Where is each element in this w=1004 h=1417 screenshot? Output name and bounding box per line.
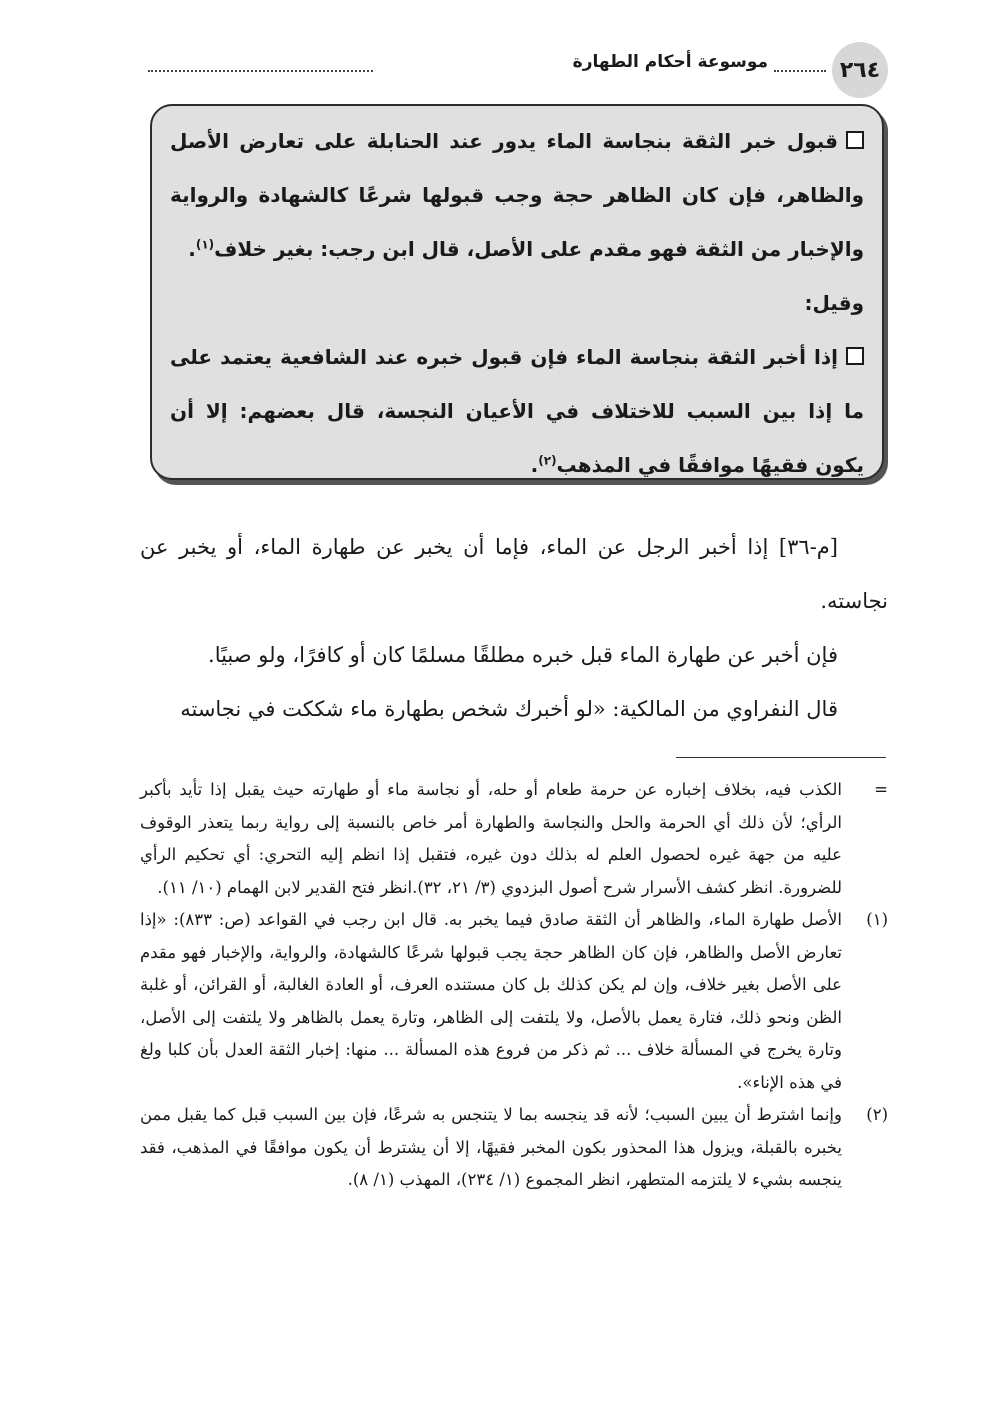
footnote-marker: (١) (866, 910, 888, 929)
footnote-separator (676, 757, 886, 758)
main-text (140, 520, 888, 736)
footnote-text: الكذب فيه، بخلاف إخباره عن حرمة طعام أو حله، أو نجاسة ماء أو طهارته حيث يقبل إذا تأيد بأكبر الرأي؛ لأن ذلك أي الحرمة والحل والنجاسة والطهارة أمر خاص بالنسبة إلى رواية ربما يتعذر الوقوف عليه من جهة غيره لحصول العلم له بذلك دون غيره، فتقبل إذا انظم إليه التحري: أي تحكيم الرأي للضرورة. انظر كشف الأسرار شرح أصول البزدوي (٣/ ٢١، ٣٢).انظر فتح القدير لابن الهمام (١٠/ ١١). (140, 780, 842, 897)
checkbox-icon (846, 347, 864, 365)
footnote-item (140, 1099, 888, 1197)
page-header (140, 38, 888, 102)
summary-point (170, 114, 864, 276)
summary-punctuation: . (188, 237, 196, 261)
summary-punctuation: . (530, 453, 539, 477)
header-dotted-rule (774, 70, 826, 72)
page-number: ٢٦٤ (832, 42, 888, 98)
summary-box (150, 104, 884, 480)
footnote-ref[interactable]: (١) (195, 237, 215, 252)
footnote-text: الأصل طهارة الماء، والظاهر أن الثقة صادق فيما يخبر به. قال ابن رجب في القواعد (ص: ٨٣٣): «إذا تعارض الأصل والظاهر، فإن كان الظاهر حجة يجب قبولها شرعًا كالشهادة، والرواية، والإخبار فهو مقدم على الأصل بغير خلاف، وإن لم يكن كذلك بل كان مستنده العرف، أو العادة الغالبة، أو القرائن، أو غلبة الظن ونحو ذلك، فتارة يعمل بالأصل، ولا يلتفت إلى الظاهر، وتارة يعمل بالظاهر ولا يلتفت إلى الأصل، وتارة يخرج في المسألة خلاف ... ثم ذكر من فروع هذه المسألة ... منها: إخبار الثقة العدل بأن كلبا ولغ في هذه الإناء». (140, 910, 842, 1092)
footnote-item (140, 774, 888, 904)
body-paragraph: قال النفراوي من المالكية: «لو أخبرك شخص بطهارة ماء شككت في نجاسته (180, 697, 838, 721)
header-dotted-rule (148, 70, 373, 72)
summary-point (170, 330, 864, 492)
book-title: موسوعة أحكام الطهارة (572, 52, 768, 72)
footnote-ref[interactable]: (٢) (538, 453, 557, 468)
summary-text: إذا أخبر الثقة بنجاسة الماء فإن قبول خبره عند الشافعية يعتمد على ما إذا بين السبب للاختلاف في الأعيان النجسة، قال بعضهم: إلا أن يكون فقيهًا موافقًا في المذهب (170, 345, 864, 477)
footnote-marker: (٢) (866, 1105, 888, 1124)
checkbox-icon (846, 131, 864, 149)
summary-line (170, 276, 864, 330)
footnotes (140, 774, 888, 1197)
footnote-item (140, 904, 888, 1099)
body-paragraph: فإن أخبر عن طهارة الماء قبل خبره مطلقًا مسلمًا كان أو كافرًا، ولو صبيًا. (208, 643, 838, 667)
summary-text: وقيل: (804, 291, 864, 315)
footnote-text: وإنما اشترط أن يبين السبب؛ لأنه قد ينجسه بما لا يتنجس به شرعًا، فإن بين السبب قبل كما يقبل ممن يخبره بالقبلة، ويزول هذا المحذور بكون المخبر فقيهًا، إلا أن يشترط أن يكون موافقًا في المذهب، فقد ينجسه بشيء لا يلتزمه المتطهر، انظر المجموع (١/ ٢٣٤)، المهذب (١/ ٨). (140, 1105, 842, 1189)
body-paragraph: [م-٣٦] إذا أخبر الرجل عن الماء، فإما أن يخبر عن طهارة الماء، أو يخبر عن نجاسته. (140, 535, 888, 613)
footnote-marker: = (874, 780, 888, 799)
summary-text: قبول خبر الثقة بنجاسة الماء يدور عند الحنابلة على تعارض الأصل والظاهر، فإن كان الظاهر حجة وجب قبولها شرعًا كالشهادة والرواية والإخبار من الثقة فهو مقدم على الأصل، قال ابن رجب: بغير خلاف (170, 129, 864, 261)
